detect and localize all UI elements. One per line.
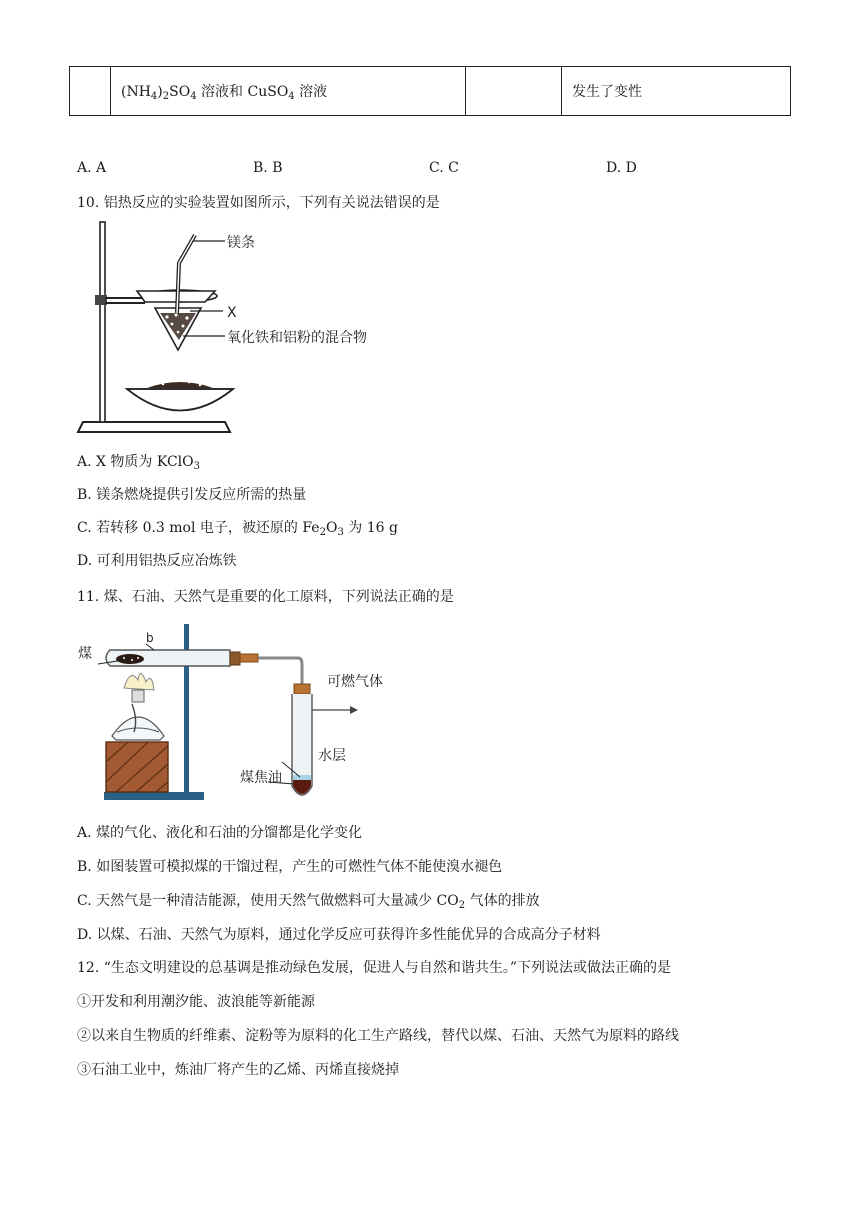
q11-option-d[interactable]: D. 以煤、石油、天然气为原料，通过化学反应可获得许多性能优异的合成高分子材料 xyxy=(77,927,601,943)
stand-base xyxy=(78,422,230,432)
q10-option-b[interactable]: B. 镁条燃烧提供引发反应所需的热量 xyxy=(77,487,307,503)
q11-option-c[interactable]: C. 天然气是一种清洁能源，使用天然气做燃料可大量减少 $CO_2$ 气体的排放 xyxy=(77,893,540,911)
label-coal-tar: 煤焦油 xyxy=(240,770,282,786)
water-layer xyxy=(293,775,311,780)
q10-option-a[interactable]: A. X 物质为 KClO$_3$ xyxy=(77,454,201,472)
label-mixture: 氧化铁和铝粉的混合物 xyxy=(227,330,367,346)
evaporating-dish xyxy=(127,389,233,411)
stand-pole xyxy=(100,222,105,422)
table-cell-reagents: $(NH_4)_2SO_4$ 溶液和 CuSO$_4$ 溶液 xyxy=(111,67,466,116)
label-coal: 煤 xyxy=(78,646,92,662)
coal xyxy=(116,654,144,664)
q11-stem: 11. 煤、石油、天然气是重要的化工原料，下列说法正确的是 xyxy=(77,589,454,605)
q10-option-c[interactable]: C. 若转移 0.3 mol 电子，被还原的 $Fe_2O_3$ 为 16 g xyxy=(77,520,398,538)
thermite-apparatus-figure xyxy=(75,218,415,440)
label-magnesium: 镁条 xyxy=(227,235,255,251)
q11-option-b[interactable]: B. 如图装置可模拟煤的干馏过程，产生的可燃性气体不能使溴水褪色 xyxy=(77,859,503,875)
q9-option-b[interactable]: B. B xyxy=(253,160,283,176)
label-x: X xyxy=(227,305,237,321)
label-b: b xyxy=(146,631,154,645)
q9-option-c[interactable]: C. C xyxy=(429,160,459,176)
q9-option-d[interactable]: D. D xyxy=(606,160,637,176)
table-cell-index xyxy=(70,67,111,116)
answer-table xyxy=(69,66,791,116)
q10-stem: 10. 铝热反应的实验装置如图所示，下列有关说法错误的是 xyxy=(77,195,440,211)
sand xyxy=(147,382,213,388)
table-row xyxy=(70,67,791,116)
q12-item-3: ③石油工业中，炼油厂将产生的乙烯、丙烯直接烧掉 xyxy=(77,1062,399,1078)
label-water-layer: 水层 xyxy=(318,748,346,764)
coal-distillation-figure xyxy=(72,620,412,810)
table-cell-conclusion: 发生了变性 xyxy=(562,67,791,116)
q12-item-2: ②以来自生物质的纤维素、淀粉等为原料的化工生产路线，替代以煤、石油、天然气为原料的路线 xyxy=(77,1028,679,1044)
q12-stem: 12. “生态文明建设的总基调是推动绿色发展，促进人与自然和谐共生。”下列说法或做法正确的是 xyxy=(77,960,672,976)
q9-option-a[interactable]: A. A xyxy=(77,160,107,176)
q10-option-d[interactable]: D. 可利用铝热反应冶炼铁 xyxy=(77,553,237,569)
wood-block xyxy=(106,742,168,792)
q12-item-1: ①开发和利用潮汐能、波浪能等新能源 xyxy=(77,994,315,1010)
q11-option-a[interactable]: A. 煤的气化、液化和石油的分馏都是化学变化 xyxy=(77,825,363,841)
label-combustible-gas: 可燃气体 xyxy=(327,674,383,690)
table-cell-phenomenon xyxy=(466,67,562,116)
